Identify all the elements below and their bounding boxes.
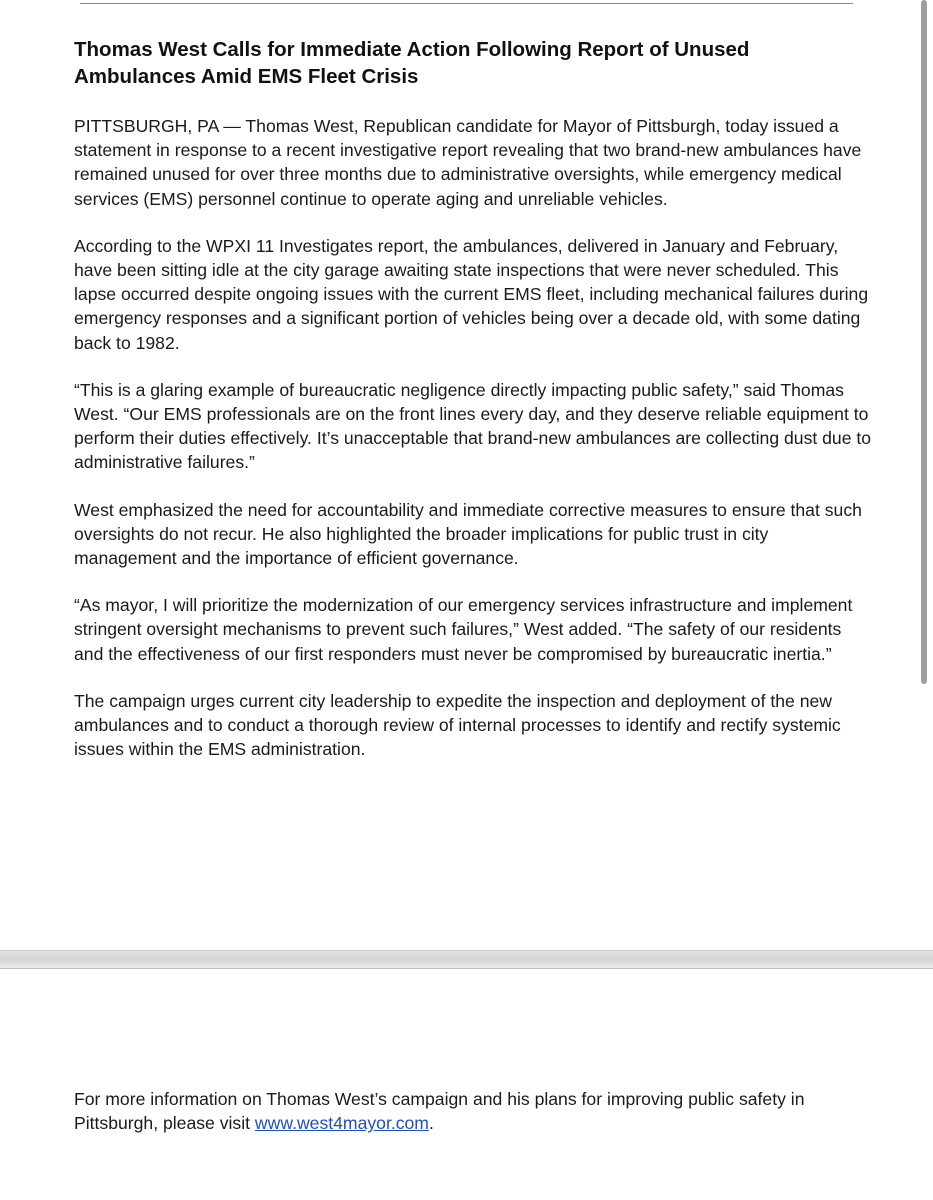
campaign-website-link[interactable]: www.west4mayor.com <box>254 1113 429 1134</box>
vertical-scrollbar-thumb[interactable] <box>921 0 927 684</box>
paragraph-report-details: According to the WPXI 11 Investigates report, the ambulances, delivered in January and February, have been sitting idle at the city garage awaiting state inspections that were never scheduled. This lapse occurred despite ongoing issues with the current EMS fleet, including mechanical failures during emergency responses and a significant portion of vehicles being over a decade old, with some dating back to 1982. <box>74 235 869 353</box>
paragraph-intro: PITTSBURGH, PA — Thomas West, Republican candidate for Mayor of Pittsburgh, today issued a statement in response to a recent investigative report revealing that two brand-new ambulances have remained unused for over three months due to administrative oversights, while emergency medical services (EMS) personnel continue to operate aging and unreliable vehicles. <box>74 116 862 209</box>
press-release-headline: Thomas West Calls for Immediate Action Following Report of Unused Ambulances Amid EMS Fleet Crisis <box>74 38 750 88</box>
top-divider <box>80 3 853 4</box>
paragraph-accountability: West emphasized the need for accountability and immediate corrective measures to ensure that such oversights do not recur. He also highlighted the broader implications for public trust in city management and the importance of efficient governance. <box>74 499 862 569</box>
footer-text-after-link: . <box>428 1113 434 1134</box>
paragraph-campaign-urge: The campaign urges current city leadership to expedite the inspection and deployment of the new ambulances and to conduct a thorough review of internal processes to identify and rectify systemic issues within the EMS administration. <box>74 690 841 760</box>
paragraph-west-quote: “This is a glaring example of bureaucratic negligence directly impacting public safety,” said Thomas West. “Our EMS professionals are on the front lines every day, and they deserve reliable equipment to perform their duties effectively. It’s unacceptable that brand-new ambulances are collecting dust due to administrative failures.” <box>74 379 872 473</box>
document-page-1 <box>74 36 874 784</box>
document-page-2 <box>74 1087 874 1135</box>
page-break-separator <box>0 950 933 969</box>
footer-text-before-link: For more information on Thomas West’s campaign and his plans for improving public safety in Pittsburgh, please visit <box>74 1089 805 1134</box>
paragraph-mayor-pledge: “As mayor, I will prioritize the modernization of our emergency services infrastructure and implement stringent oversight mechanisms to prevent such failures,” West added. “The safety of our residents and the effectiveness of our first responders must never be compromised by bureaucratic inertia.” <box>74 595 853 664</box>
footer-more-info <box>74 1087 874 1135</box>
